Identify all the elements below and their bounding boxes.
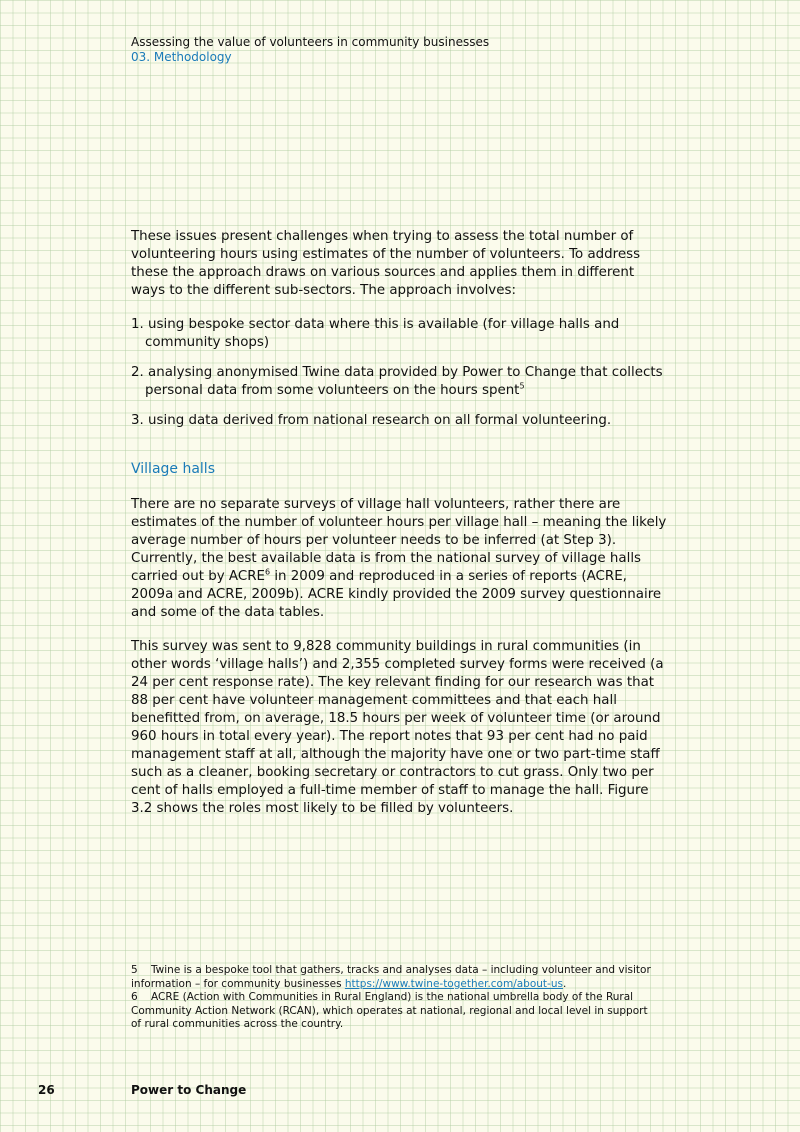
footnote-link[interactable]: https://www.twine-together.com/about-us [344, 977, 563, 990]
list-item: 3. using data derived from national research on all formal volunteering. [131, 413, 612, 428]
footnote-number: 6 [131, 991, 138, 1004]
section-subtitle: 03. Methodology [131, 50, 232, 64]
approach-list [131, 316, 671, 430]
paragraph-text: in 2009 and reproduced in a series of reports (ACRE, 2009a and ACRE, 2009b). ACRE kindly provided the 2009 survey questionnaire and some of the data tables. [131, 569, 662, 620]
list-item-text: 2. analysing anonymised Twine data provided by Power to Change that collects personal data from some volunteers on the hours spent [131, 365, 663, 398]
page-number: 26 [38, 1083, 55, 1097]
footnote-punct: . [562, 977, 567, 990]
footnote-number: 5 [131, 964, 138, 976]
footnote-text: Twine is a bespoke tool that gathers, tracks and analyses data – including volunteer and visitor information – for community businesses [131, 964, 651, 990]
main-content [131, 228, 671, 834]
running-header [131, 35, 489, 65]
intro-paragraph: These issues present challenges when trying to assess the total number of volunteering hours using estimates of the number of volunteers. To address these the approach draws on various sources and applies them in different ways to the different sub-sectors. The approach involves: [131, 229, 641, 298]
footnotes [131, 964, 651, 1032]
footnote [131, 964, 651, 991]
paragraph-text: There are no separate surveys of village hall volunteers, rather there are estimates of the number of volunteer hours per village hall – meaning the likely average number of hours per volunteer needs to be inferred (at Step 3). Currently, the best available data is from the national survey of village halls carried out by ACRE [131, 497, 667, 584]
section-heading: Village halls [131, 461, 215, 477]
paragraph: This survey was sent to 9,828 community buildings in rural communities (in other words ‘village halls’) and 2,355 completed survey forms were received (a 24 per cent response rate). The key relevant finding for our research was that 88 per cent have volunteer management committees and that each hall benefitted from, on average, 18.5 hours per week of volunteer time (or around 960 hours in total every year). The report notes that 93 per cent had no paid management staff at all, although the majority have one or two part-time staff such as a cleaner, booking secretary or contractors to cut grass. Only two per cent of halls employed a full-time member of staff to manage the hall. Figure 3.2 shows the roles most likely to be filled by volunteers. [131, 639, 664, 816]
footnote-text: ACRE (Action with Communities in Rural England) is the national umbrella body of the Rural Community Action Network (RCAN), which operates at national, regional and local level in support of rural communities across the country. [131, 991, 648, 1031]
footer-org: Power to Change [131, 1083, 247, 1097]
footnote [131, 991, 651, 1032]
list-item: 1. using bespoke sector data where this is available (for village halls and community shops) [131, 317, 620, 350]
paragraph [131, 496, 671, 622]
list-item [131, 364, 671, 400]
footnote-ref[interactable]: 6 [264, 567, 271, 577]
document-title: Assessing the value of volunteers in community businesses [131, 35, 490, 49]
footnote-ref[interactable]: 5 [519, 381, 525, 391]
